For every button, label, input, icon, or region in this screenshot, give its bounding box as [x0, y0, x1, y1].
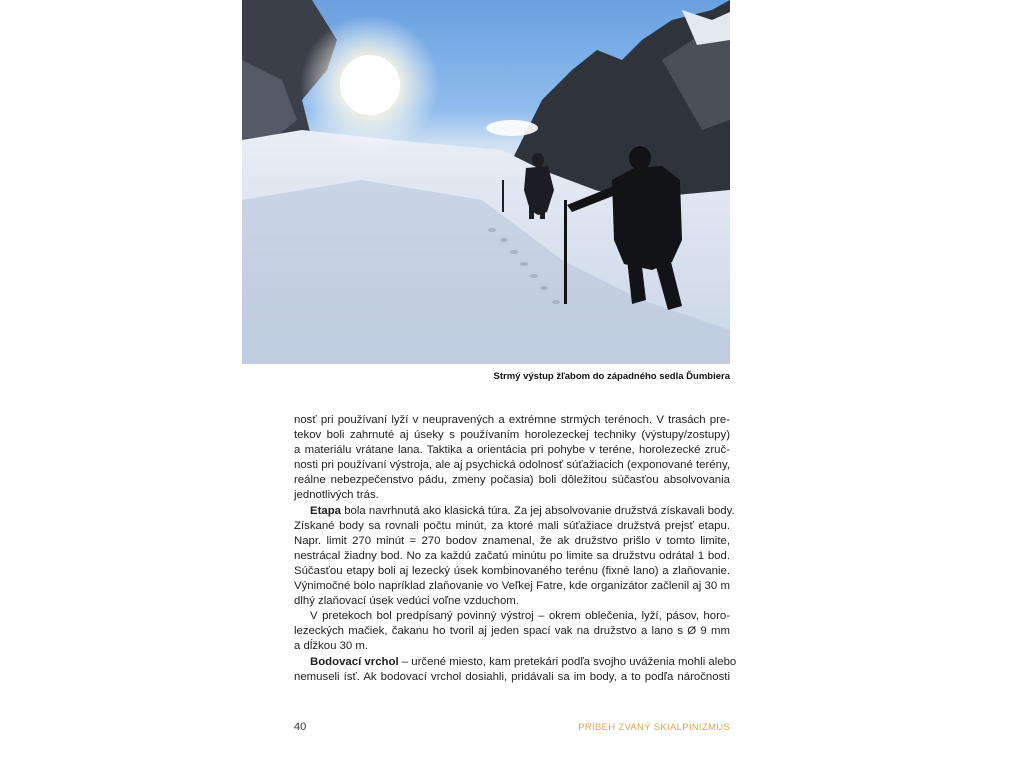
text-span: bola navrhnutá ako klasická túra. Za jej absolvovanie družstvá získavali body.: [341, 504, 735, 517]
text-line: nemuseli ísť. Ak bodovací vrchol dosiahli, pridávali sa im body, a to podľa náročnosti: [294, 670, 730, 683]
text-line: [294, 655, 737, 670]
term-bodovaci-vrchol: Bodovací vrchol: [310, 655, 399, 668]
text-line: nestrácal žiadny bod. No za každú začatú minútu po limite sa družstvu odrátal 1 bod.: [294, 549, 730, 562]
running-title: PRÍBEH ZVANÝ SKIALPINIZMUS: [578, 722, 730, 733]
text-line: reálne nebezpečenstvo pádu, zmeny počasia) boli dôležitou súčasťou absolvovania: [294, 474, 730, 487]
text-line: lezeckých mačiek, čakanu ho tvoril aj jeden spací vak na družstvo a lano s Ø 9 mm: [294, 625, 730, 638]
text-line: a dĺžkou 30 m.: [294, 640, 369, 653]
page-number: 40: [294, 721, 307, 733]
text-line: a materiálu vrátane lana. Taktika a orientácia pri pohybe v teréne, horolezecké zruč-: [294, 444, 730, 457]
text-line: nosť pri používaní lyží v neupravených a extrémne strmých terénoch. V trasách pre-: [294, 414, 730, 426]
photo-caption: Strmý výstup žľabom do západného sedla Ďumbiera: [493, 371, 730, 382]
text-line: dlhý zlaňovací úsek vedúci voľne vzduchom.: [294, 595, 519, 608]
text-line: Napr. limit 270 minút = 270 bodov znamenal, že ak družstvo prišlo v tomto limite,: [294, 534, 730, 547]
text-line: Získané body sa rovnali počtu minút, za ktoré mali súťažiace družstvá prejsť etapu.: [294, 519, 730, 532]
text-span: – určené miesto, kam pretekári podľa svojho uváženia mohli alebo: [398, 655, 737, 668]
text-line: [294, 504, 735, 519]
photo-illustration: [242, 0, 730, 364]
text-line: V pretekoch bol predpísaný povinný výstroj – okrem oblečenia, lyží, pásov, horo-: [310, 610, 730, 623]
text-line: jednotlivých trás.: [294, 489, 379, 502]
mountain-climbers-photo: [242, 0, 730, 364]
text-line: Výnimočné bolo napríklad zlaňovanie vo Veľkej Fatre, kde organizátor začlenil aj 30 m: [294, 580, 730, 593]
text-line: nosti pri používaní výstroja, ale aj psychická odolnosť súťažiacich (exponované terény,: [294, 459, 730, 472]
text-line: tekov boli zahrnuté aj úseky s používaním horolezeckej techniky (výstupy/zostupy): [294, 429, 730, 442]
text-line: Súčasťou etapy boli aj lezecký úsek kombinovaného terénu (fixné lano) a zlaňovanie.: [294, 564, 730, 577]
term-etapa: Etapa: [310, 504, 342, 517]
body-text: [294, 413, 737, 685]
